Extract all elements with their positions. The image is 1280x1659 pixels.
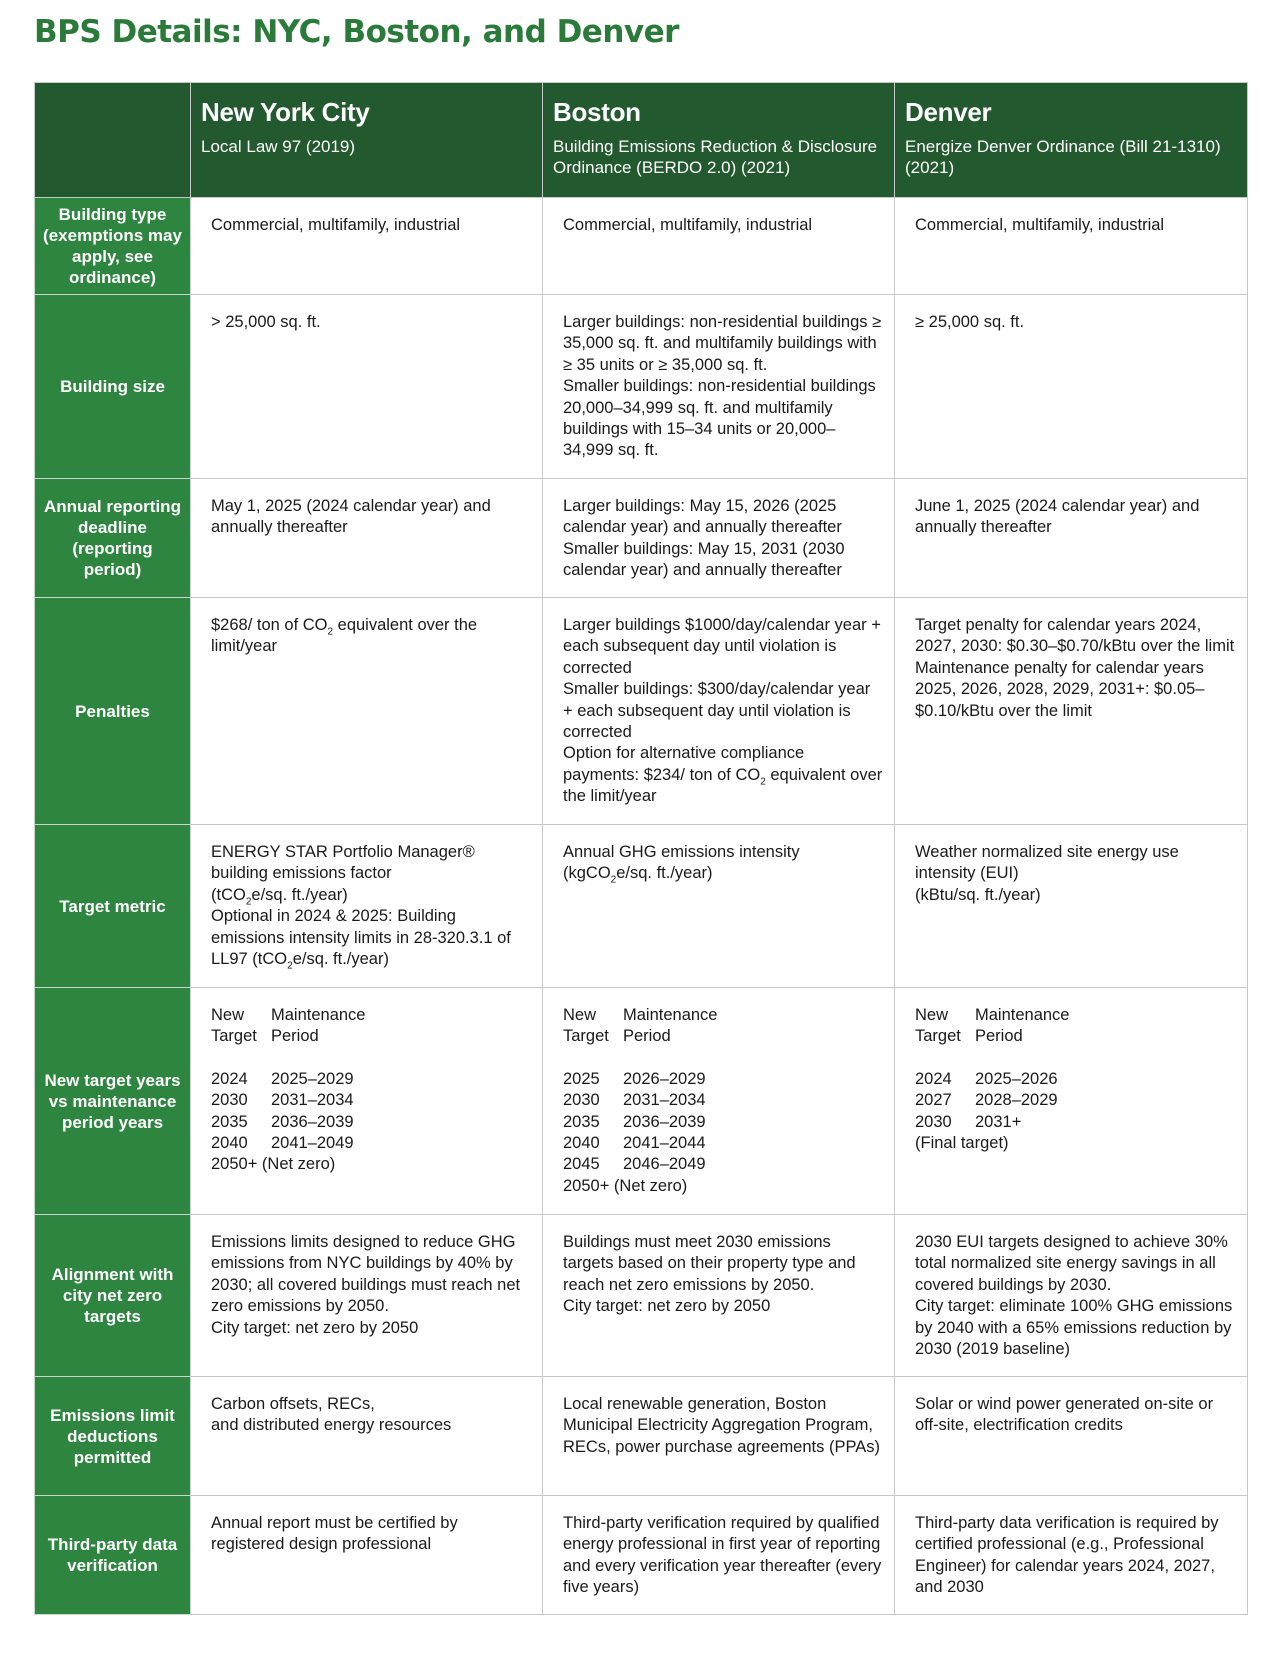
cell-nyc: > 25,000 sq. ft. bbox=[191, 295, 543, 479]
row-target-years bbox=[35, 988, 1248, 1215]
city-name: New York City bbox=[201, 97, 370, 127]
column-header-boston bbox=[543, 83, 895, 198]
law-name: Building Emissions Reduction & Disclosure Ordinance (BERDO 2.0) (2021) bbox=[553, 137, 878, 177]
cell-nyc: Emissions limits designed to reduce GHG emissions from NYC buildings by 40% by 2030; all covered buildings must reach net zero emissions by 2050. City target: net zero by 2050 bbox=[191, 1215, 543, 1377]
row-label: Building type (exemptions may apply, see ordinance) bbox=[35, 198, 191, 295]
row-label: Emissions limit deductions permitted bbox=[35, 1377, 191, 1496]
law-name: Local Law 97 (2019) bbox=[201, 137, 356, 156]
cell-nyc: $268/ ton of $CO_2$ equivalent over the limit/year bbox=[191, 598, 543, 825]
cell-denver: Solar or wind power generated on-site or off-site, electrification credits bbox=[895, 1377, 1248, 1496]
row-label: Third-party data verification bbox=[35, 1496, 191, 1615]
row-verification bbox=[35, 1496, 1248, 1615]
cell-nyc: May 1, 2025 (2024 calendar year) and annually thereafter bbox=[191, 479, 543, 598]
cell-boston: Annual GHG emissions intensity (kgCO$_2$e/sq. ft./year) bbox=[543, 825, 895, 988]
cell-nyc: Commercial, multifamily, industrial bbox=[191, 198, 543, 295]
cell-boston: Buildings must meet 2030 emissions targets based on their property type and reach net zero emissions by 2050. City target: net zero by 2050 bbox=[543, 1215, 895, 1377]
cell-boston: Larger buildings: non-residential buildings ≥ 35,000 sq. ft. and multifamily buildings with ≥ 35 units or ≥ 35,000 sq. ft. Smaller buildings: non-residential buildings 20,000–34,999 sq. ft. and multifamily buildings with 15–34 units or 20,000–34,999 sq. ft. bbox=[543, 295, 895, 479]
cell-denver: Third-party data verification is required by certified professional (e.g., Professional Engineer) for calendar years 2024, 2027, and 2030 bbox=[895, 1496, 1248, 1615]
cell-denver: June 1, 2025 (2024 calendar year) and annually thereafter bbox=[895, 479, 1248, 598]
row-label: Annual reporting deadline (reporting period) bbox=[35, 479, 191, 598]
row-reporting-deadline bbox=[35, 479, 1248, 598]
cell-denver: ≥ 25,000 sq. ft. bbox=[895, 295, 1248, 479]
row-building-type bbox=[35, 198, 1248, 295]
cell-boston: New Maintenance Target Period 2025 2026–2029 2030 2031–2034 2035 2036–2039 2040 2041–2044 2045 2046–2049 2050+ (Net zero) bbox=[543, 988, 895, 1215]
row-label: New target years vs maintenance period years bbox=[35, 988, 191, 1215]
law-name: Energize Denver Ordinance (Bill 21-1310) (2021) bbox=[905, 137, 1221, 177]
row-deductions bbox=[35, 1377, 1248, 1496]
row-label: Penalties bbox=[35, 598, 191, 825]
row-alignment bbox=[35, 1215, 1248, 1377]
cell-denver: Weather normalized site energy use intensity (EUI) (kBtu/sq. ft./year) bbox=[895, 825, 1248, 988]
corner-cell bbox=[35, 83, 191, 198]
cell-nyc: Carbon offsets, RECs, and distributed energy resources bbox=[191, 1377, 543, 1496]
cell-denver: Commercial, multifamily, industrial bbox=[895, 198, 1248, 295]
cell-boston: Third-party verification required by qualified energy professional in first year of reporting and every verification year thereafter (every five years) bbox=[543, 1496, 895, 1615]
column-header-denver bbox=[895, 83, 1248, 198]
cell-boston: Larger buildings $1000/day/calendar year + each subsequent day until violation is corrected Smaller buildings: $300/day/calendar year + each subsequent day until violation is corrected Option for alternative compliance payments: $234/ ton of $CO_2$ equivalent over the limit/year bbox=[543, 598, 895, 825]
row-penalties bbox=[35, 598, 1248, 825]
column-header-nyc bbox=[191, 83, 543, 198]
bps-comparison-table bbox=[34, 82, 1248, 1615]
row-label: Target metric bbox=[35, 825, 191, 988]
city-name: Boston bbox=[553, 97, 641, 127]
header-row bbox=[35, 83, 1248, 198]
row-building-size bbox=[35, 295, 1248, 479]
cell-nyc: Annual report must be certified by registered design professional bbox=[191, 1496, 543, 1615]
row-label: Alignment with city net zero targets bbox=[35, 1215, 191, 1377]
cell-nyc: ENERGY STAR Portfolio Manager® building emissions factor (tCO$_2$e/sq. ft./year) Optional in 2024 & 2025: Building emissions intensity limits in 28-320.3.1 of LL97 (tCO$_2$e/sq. ft./year) bbox=[191, 825, 543, 988]
cell-boston: Local renewable generation, Boston Municipal Electricity Aggregation Program, RECs, power purchase agreements (PPAs) bbox=[543, 1377, 895, 1496]
cell-denver: New Maintenance Target Period 2024 2025–2026 2027 2028–2029 2030 2031+ (Final target) bbox=[895, 988, 1248, 1215]
page-title: BPS Details: NYC, Boston, and Denver bbox=[34, 14, 679, 50]
cell-boston: Larger buildings: May 15, 2026 (2025 calendar year) and annually thereafter Smaller buildings: May 15, 2031 (2030 calendar year) and annually thereafter bbox=[543, 479, 895, 598]
cell-denver: Target penalty for calendar years 2024, 2027, 2030: $0.30–$0.70/kBtu over the limit Maintenance penalty for calendar years 2025, 2026, 2028, 2029, 2031+: $0.05–$0.10/kBtu over the limit bbox=[895, 598, 1248, 825]
cell-nyc: New Maintenance Target Period 2024 2025–2029 2030 2031–2034 2035 2036–2039 2040 2041–2049 2050+ (Net zero) bbox=[191, 988, 543, 1215]
row-label: Building size bbox=[35, 295, 191, 479]
city-name: Denver bbox=[905, 97, 992, 127]
cell-boston: Commercial, multifamily, industrial bbox=[543, 198, 895, 295]
row-target-metric bbox=[35, 825, 1248, 988]
cell-denver: 2030 EUI targets designed to achieve 30% total normalized site energy savings in all covered buildings by 2030. City target: eliminate 100% GHG emissions by 2040 with a 65% emissions reduction by 2030 (2019 baseline) bbox=[895, 1215, 1248, 1377]
